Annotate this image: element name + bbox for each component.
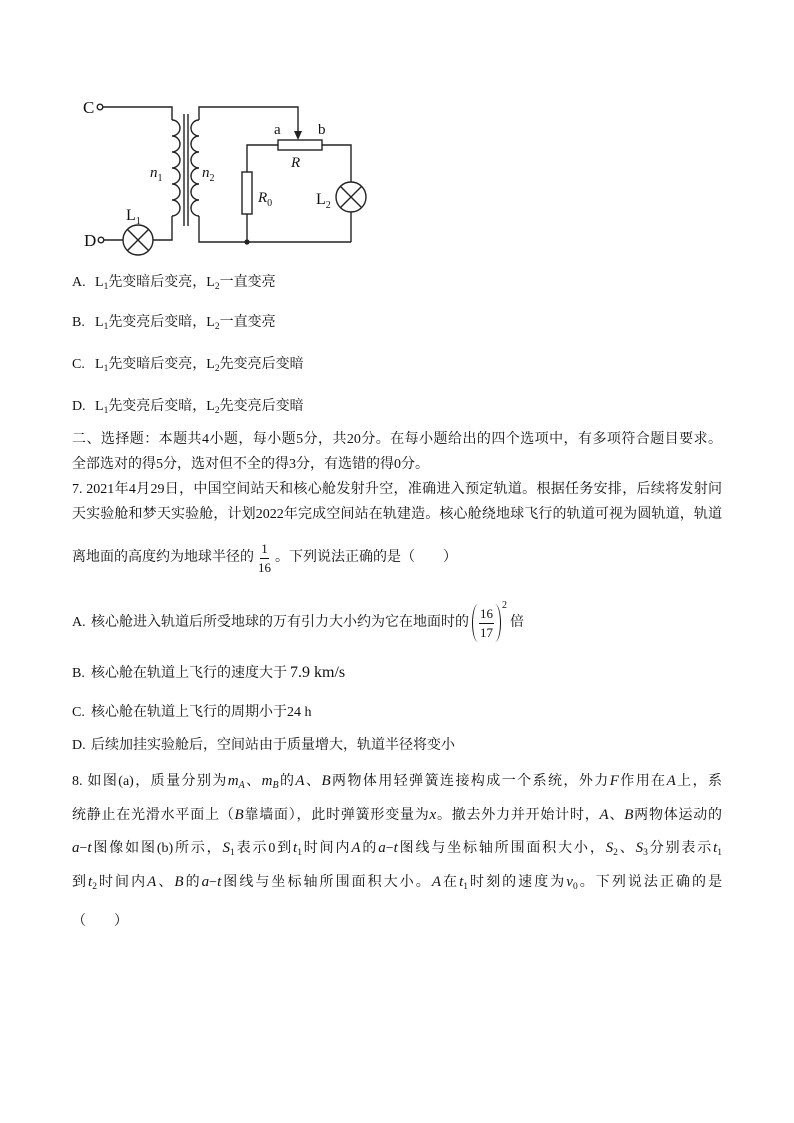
text-run: 的 [183,875,202,890]
right-parenthesis [495,604,501,642]
text-run: 时间内 [96,875,148,890]
subscript: B [272,780,279,791]
option-text [95,357,304,372]
option-letter: C. [72,357,85,372]
text-run: 、 [608,808,625,823]
q7-option-d [72,736,722,756]
q8-stem-line-1 [72,771,722,791]
q8-stem-line-2 [72,805,722,825]
math-variable: x [429,807,437,823]
text-run: 图像如图(b)所示， [91,841,223,856]
text-run: 8. 如图(a)，质量分别为 [72,774,228,789]
option-text [91,666,345,681]
fraction [479,605,494,642]
math-variable: B [234,807,244,823]
text-run: 的 [278,774,296,789]
text-run: 一直变亮 [219,275,276,290]
slider-a-label: a [274,122,281,138]
text-run: （ ） [72,914,128,929]
resistor-r0-subscript: 0 [267,198,273,209]
q6-option-c [72,355,722,375]
math-variable: A [147,874,157,890]
text-run: 。下列说法正确的是（ ） [275,550,457,565]
terminal-c-node [97,104,103,110]
math-variable: t [293,840,298,856]
slider-arrowhead-icon [294,131,302,140]
q7-stem-line-2 [72,505,722,525]
text-run: 、 [244,774,262,789]
text-run: − [209,875,218,890]
subscript: 2 [214,364,220,374]
q7-stem-line-1 [72,480,722,500]
q6-option-b [72,313,722,333]
rheostat-r [278,140,322,150]
lamp-l2-cross [340,186,361,207]
text-run: 、 [156,875,175,890]
text-run: L [95,275,104,290]
text-run: 。下列说法正确的是 [577,875,723,890]
text-run: 先变亮后变暗，L [108,315,215,330]
subscript: A [238,780,245,791]
text-run: 两物体用轻弹簧连接构成一个系统，外力 [330,774,610,789]
option-letter: B. [72,666,85,681]
subscript: 2 [214,406,220,416]
text-run: 7. 2021年4月29日，中国空间站天和核心舱发射升空，准确进入预定轨道。根据任务安排，后续将发射问 [72,482,722,497]
math-variable: B [321,773,331,789]
q7-stem-line-3 [72,538,722,578]
exponent: 2 [502,600,507,611]
math-variable: B [174,874,184,890]
stem-text [72,482,722,497]
text-run: 核心舱在轨道上飞行的速度大于 [91,666,287,681]
terminal-c-label: C [83,98,95,117]
text-run: − [79,841,88,856]
q7-option-a [72,600,722,646]
terminal-d-node [98,237,104,243]
option-text [95,275,276,290]
math-variable: t [87,840,92,856]
lamp-l2-subscript: 2 [325,200,331,211]
left-parenthesis [472,604,478,642]
math-variable: v [566,874,573,890]
math-variable: A [351,840,361,856]
n1-subscript: 1 [157,173,163,184]
lamp-l1-subscript: 1 [135,216,141,227]
text-run: − [385,841,394,856]
q8-stem-line-4 [72,872,722,892]
text-run: 时刻的速度为 [468,875,567,890]
q6-option-d [72,397,722,417]
math-variable: S [635,840,644,856]
fraction-denominator: 17 [480,624,493,640]
text-run: 一直变亮 [219,315,276,330]
fraction [257,540,272,577]
math-variable: t [713,840,718,856]
fraction-denominator: 16 [258,559,271,575]
subscript: 3 [643,848,648,858]
math-variable: A [295,773,305,789]
option-letter: D. [72,399,86,414]
text-run: 时间内 [301,841,352,856]
fraction-numerator: 16 [479,605,494,624]
text-run: 作用在 [618,774,667,789]
math-variable: t [393,840,398,856]
option-text [91,738,455,753]
math-variable: m [227,773,239,789]
text-run: 统静止在光滑水平面上（ [72,808,235,823]
slider-b-label: b [318,122,326,138]
text-run: 先变亮后变暗 [219,357,304,372]
option-text [95,399,304,414]
math-variable: a [72,840,80,856]
option-text [95,315,276,330]
fraction-numerator: 1 [260,540,269,559]
lamp-l1-label [126,207,141,227]
subscript: 1 [103,364,109,374]
n2-label [202,165,215,184]
text-run: 后续加挂实验舱后，空间站由于质量增大，轨道半径将变小 [91,738,455,753]
secondary-bottom-wire [199,216,351,242]
subscript: 1 [230,848,235,858]
text-run: 图线与坐标轴所围面积大小。 [221,875,432,890]
text-run: L [95,315,104,330]
text-run: 先变亮后变暗，L [108,399,215,414]
lamp-l2-base: L [316,191,326,208]
math-variable: a [201,874,210,890]
text-run: 倍 [510,615,524,630]
subscript: 2 [214,282,220,292]
math-variable: A [666,773,676,789]
text-run: 先变暗后变亮，L [108,357,215,372]
option-letter: A. [72,275,86,290]
left-branch-wire [247,145,278,172]
text-run: 先变亮后变暗 [219,399,304,414]
text-run: 两物体运动的 [633,808,723,823]
section-2-instructions-line-2: 全部选对的得5分，选对但不全的得3分，有选错的得0分。 [72,457,429,472]
text-run: 天实验舱和梦天实验舱，计划2022年完成空间站在轨建造。核心舱绕地球飞行的轨道可视为圆轨道，轨道 [72,507,722,522]
text-run: 分别表示 [647,841,714,856]
text-run: 上，系 [675,774,723,789]
transformer-core [184,114,188,226]
math-variable: A [431,874,441,890]
text-run: 。撤去外力并开始计时， [436,808,600,823]
text-run: 到 [72,875,89,890]
text-run: 靠墙面），此时弹簧形变量为 [243,808,430,823]
lamp-l1-base: L [126,207,136,224]
text-run: 表示0到 [234,841,294,856]
stem-text [72,841,722,856]
secondary-coil [191,120,199,216]
option-letter: A. [72,615,86,630]
math-variable: t [459,874,464,890]
secondary-top-wire [199,107,298,134]
option-letter: B. [72,315,85,330]
text-run: 先变暗后变亮，L [108,275,215,290]
right-branch-wire [322,145,351,182]
text-run: 图线与坐标轴所围面积大小， [397,841,606,856]
stem-text [72,507,722,522]
rheostat-r-label: R [291,155,301,171]
math-variable: A [599,807,609,823]
subscript: 2 [92,882,97,892]
resistor-r0-label [257,190,272,209]
q7-option-c [72,703,722,723]
n1-base: n [150,165,158,181]
subscript: 2 [214,322,220,332]
text-run: L [95,357,104,372]
primary-top-wire [103,107,172,120]
text-run: 核心舱进入轨道后所受地球的万有引力大小约为它在地面时的 [91,615,469,630]
stem-text [72,774,722,789]
subscript: 1 [103,322,109,332]
math-variable: t [217,874,222,890]
math-variable: S [222,840,231,856]
math-variable: m [261,773,273,789]
q6-option-a [72,273,722,293]
text-run: 、 [617,841,636,856]
math-variable: S [605,840,614,856]
option-letter: D. [72,738,86,753]
stem-text [72,875,722,890]
transformer-circuit-diagram [0,0,794,260]
n2-base: n [202,165,210,181]
text-run: 核心舱在轨道上飞行的周期小于24 h [91,705,312,720]
option-letter: C. [72,705,85,720]
q8-stem-line-3 [72,838,722,858]
text-run: 、 [304,774,322,789]
lamp-l2-label [316,191,331,211]
n1-label [150,165,163,184]
math-quantity: 7.9 km/s [290,664,346,681]
q7-option-b [72,663,722,683]
lamp-l1-cross [127,229,148,250]
text-run: 离地面的高度约为地球半径的 [72,550,254,565]
option-text [91,705,312,720]
resistor-r0-base: R [258,190,268,206]
text-run: 的 [360,841,379,856]
stem-text [72,914,128,929]
text-run: L [95,399,104,414]
text-run: 在 [440,875,460,890]
math-variable: t [88,874,93,890]
terminal-d-label: D [84,231,97,250]
math-variable: F [609,773,619,789]
junction-dot [244,239,249,244]
subscript: 1 [717,848,723,858]
q8-answer-blank [72,912,722,932]
primary-coil [172,120,180,216]
section-2-instructions-line-1: 二、选择题：本题共4小题，每小题5分，共20分。在每小题给出的四个选项中，有多项符合题目要求。 [72,432,722,447]
subscript: 0 [572,882,578,892]
fraction-power [472,600,507,642]
subscript: 1 [463,882,468,892]
subscript: 1 [103,406,109,416]
resistor-r0 [242,172,252,214]
stem-text [72,808,722,823]
n2-subscript: 2 [209,173,215,184]
math-variable: B [624,807,634,823]
subscript: 2 [613,848,618,858]
subscript: 1 [103,282,109,292]
math-variable: a [378,840,386,856]
primary-bottom-wire [153,216,172,240]
subscript: 1 [297,848,302,858]
